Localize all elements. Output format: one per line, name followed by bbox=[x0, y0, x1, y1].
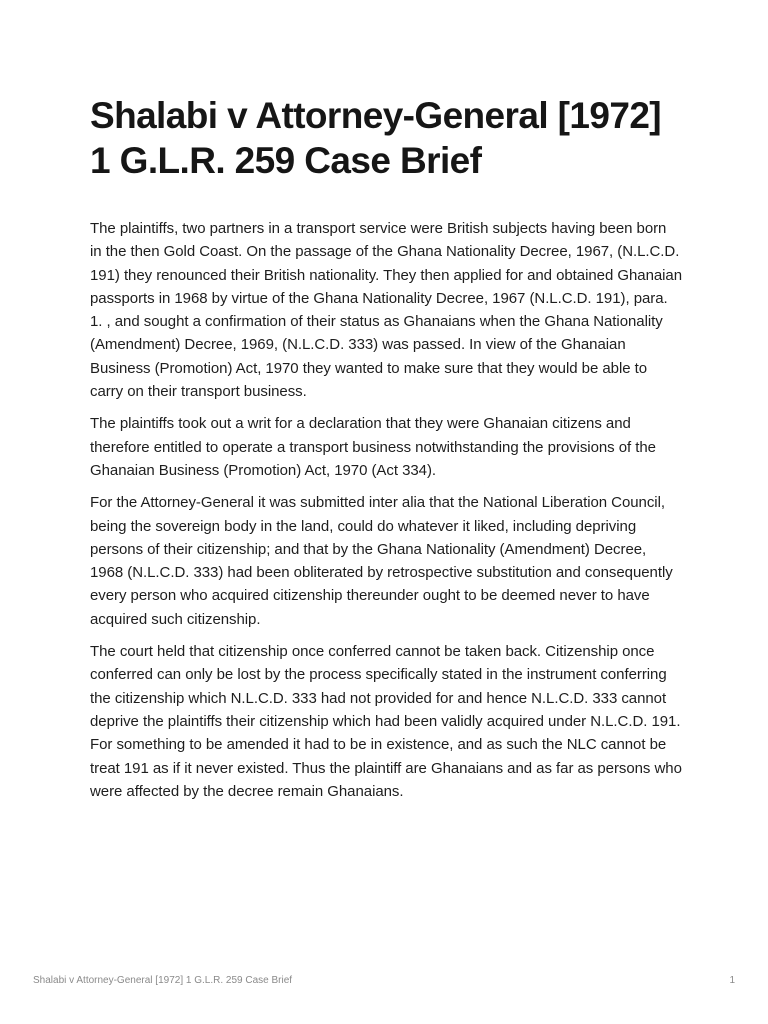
document-body bbox=[90, 217, 682, 812]
footer-page-number: 1 bbox=[729, 975, 735, 986]
paragraph-holding: The court held that citizenship once conferred cannot be taken back. Citizenship once conferred can only be lost by the process specifically stated in the instrument conferring the citizenship which N.L.C.D. 333 had not provided for and hence N.L.C.D. 333 cannot deprive the plaintiffs their citizenship which had been validly acquired under N.L.C.D. 191. For something to be amended it had to be in existence, and as such the NLC cannot be treat 191 as if it never existed. Thus the plaintiff are Ghanaians and as far as persons who were affected by the decree remain Ghanaians. bbox=[90, 643, 682, 800]
page-footer bbox=[0, 970, 768, 994]
paragraph-writ: The plaintiffs took out a writ for a declaration that they were Ghanaian citizens and therefore entitled to operate a transport business notwithstanding the provisions of the Ghanaian Business (Promotion) Act, 1970 (Act 334). bbox=[90, 415, 656, 479]
footer-title: Shalabi v Attorney-General [1972] 1 G.L.R. 259 Case Brief bbox=[33, 975, 293, 986]
paragraph-submission: For the Attorney-General it was submitted inter alia that the National Liberation Council, being the sovereign body in the land, could do whatever it liked, including depriving persons of their citizenship; and that by the Ghana Nationality (Amendment) Decree, 1968 (N.L.C.D. 333) had been obliterated by retrospective substitution and consequently every person who acquired citizenship thereunder ought to be deemed never to have acquired such citizenship. bbox=[90, 494, 673, 628]
document-title: Shalabi v Attorney-General [1972] 1 G.L.R. 259 Case Brief bbox=[90, 95, 662, 181]
paragraph-facts: The plaintiffs, two partners in a transport service were British subjects having been born in the then Gold Coast. On the passage of the Ghana Nationality Decree, 1967, (N.L.C.D. 191) they renounced their British nationality. They then applied for and obtained Ghanaian passports in 1968 by virtue of the Ghana Nationality Decree, 1967 (N.L.C.D. 191), para. 1. , and sought a confirmation of their status as Ghanaians when the Ghana Nationality (Amendment) Decree, 1969, (N.L.C.D. 333) was passed. In view of the Ghanaian Business (Promotion) Act, 1970 they wanted to make sure that they would be able to carry on their transport business. bbox=[90, 220, 683, 401]
